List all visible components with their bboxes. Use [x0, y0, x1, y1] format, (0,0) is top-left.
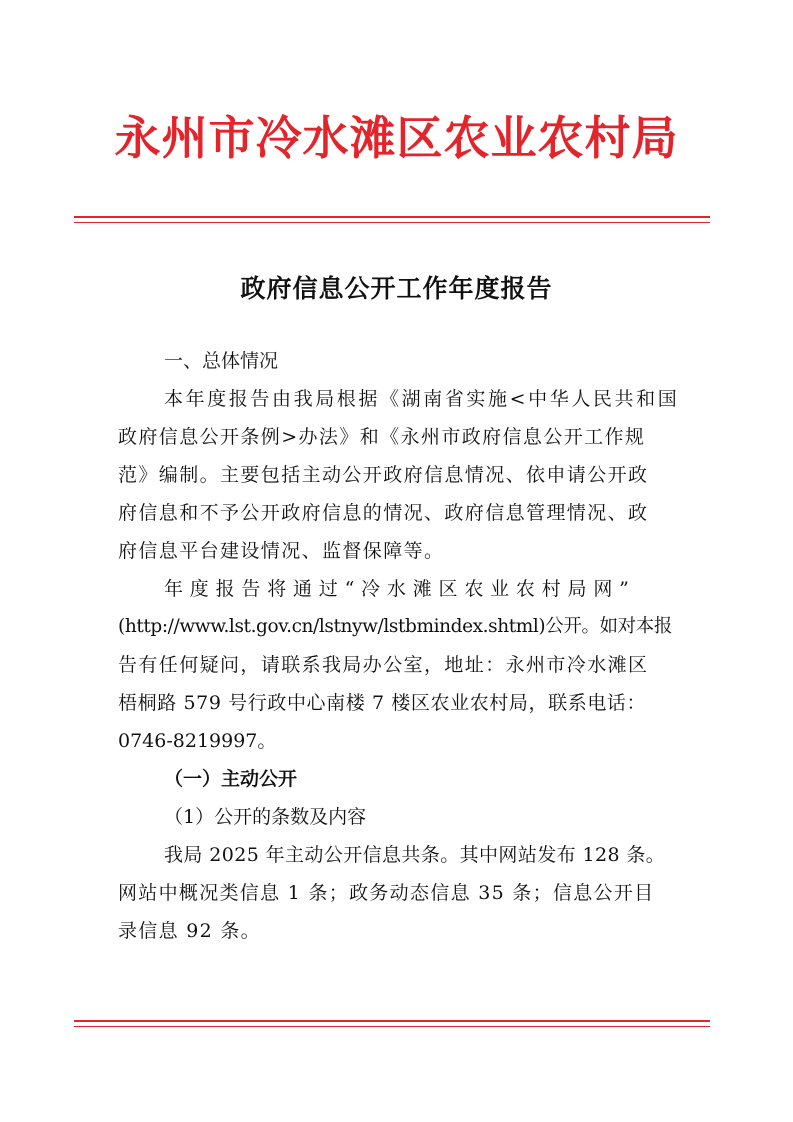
- item-heading-count-content: （1）公开的条数及内容: [164, 806, 367, 828]
- subsection-heading-active-disclosure: （一）主动公开: [164, 768, 298, 790]
- document-title: 政府信息公开工作年度报告: [240, 274, 553, 303]
- header-rule-thin: [74, 222, 710, 223]
- paragraph-line: 录信息 92 条。: [118, 920, 261, 942]
- paragraph-line-phone: 0746-8219997。: [118, 730, 277, 752]
- section-heading-overview: 一、总体情况: [164, 350, 279, 372]
- footer-rule-thin: [74, 1026, 710, 1027]
- paragraph-line: 网站中概况类信息 1 条；政务动态信息 35 条；信息公开目: [118, 882, 655, 904]
- paragraph-line: 梧桐路 579 号行政中心南楼 7 楼区农业农村局，联系电话：: [118, 692, 647, 714]
- paragraph-line: 政府信息公开条例>办法》和《永州市政府信息公开工作规: [118, 426, 646, 448]
- header-rule-thick: [74, 216, 710, 218]
- paragraph-line: 范》编制。主要包括主动公开政府信息情况、依申请公开政: [118, 464, 649, 486]
- paragraph-line-url: (http://www.lst.gov.cn/lstnyw/lstbmindex.shtml)公开。如对本报: [118, 616, 672, 637]
- org-name-header: 永州市冷水滩区农业农村局: [114, 111, 679, 165]
- paragraph-line: 年度报告将通过“冷水滩区农业农村局网”: [164, 578, 636, 600]
- paragraph-line: 府信息平台建设情况、监督保障等。: [118, 540, 445, 562]
- footer-rule-thick: [74, 1020, 710, 1022]
- paragraph-line: 本年度报告由我局根据《湖南省实施<中华人民共和国: [164, 388, 680, 410]
- paragraph-line: 我局 2025 年主动公开信息共条。其中网站发布 128 条。: [164, 844, 666, 866]
- paragraph-line: 告有任何疑问，请联系我局办公室，地址：永州市冷水滩区: [118, 654, 649, 676]
- paragraph-line: 府信息和不予公开政府信息的情况、政府信息管理情况、政: [118, 502, 649, 524]
